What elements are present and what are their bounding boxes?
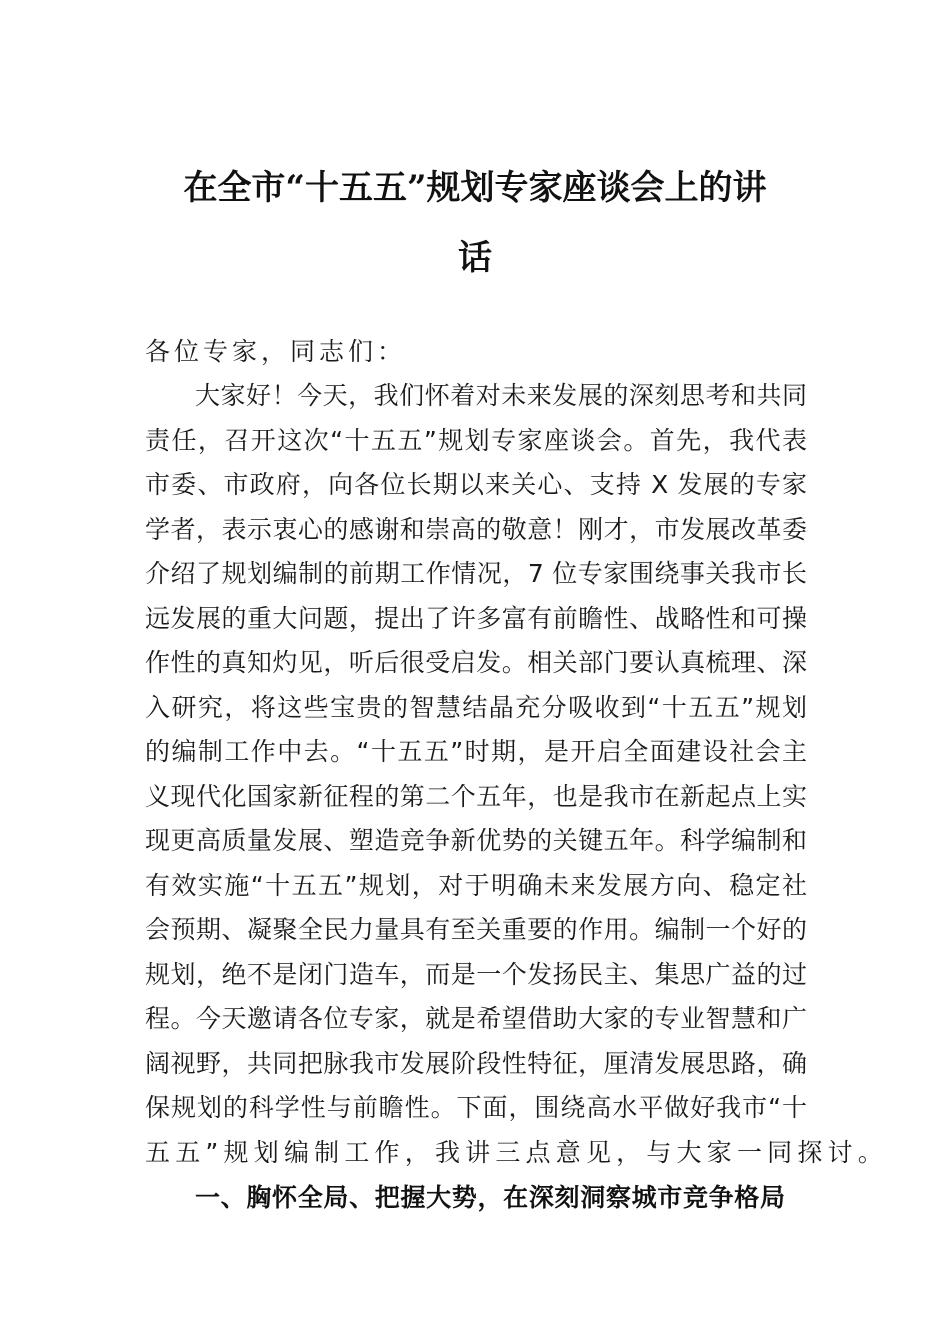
document-title-line-1: 在全市“十五五”规划专家座谈会上的讲 bbox=[183, 168, 767, 208]
body-line: 义现代化国家新征程的第二个五年，也是我市在新起点上实 bbox=[145, 782, 807, 811]
body-line: 规划，绝不是闭门造车，而是一个发扬民主、集思广益的过 bbox=[145, 960, 807, 989]
body-line: 程。今天邀请各位专家，就是希望借助大家的专业智慧和广 bbox=[145, 1004, 807, 1033]
body-line: 会预期、凝聚全民力量具有至关重要的作用。编制一个好的 bbox=[145, 915, 807, 944]
body-line: 阔视野，共同把脉我市发展阶段性特征，厘清发展思路，确 bbox=[145, 1049, 807, 1078]
body-line: 市委、市政府，向各位长期以来关心、支持 X 发展的专家 bbox=[145, 470, 807, 499]
body-line: 现更高质量发展、塑造竞争新优势的关键五年。科学编制和 bbox=[145, 826, 807, 855]
body-line: 保规划的科学性与前瞻性。下面，围绕高水平做好我市“十 bbox=[145, 1093, 807, 1122]
salutation: 各位专家，同志们： bbox=[145, 337, 407, 366]
body-line: 责任，召开这次“十五五”规划专家座谈会。首先，我代表 bbox=[145, 426, 807, 455]
body-line: 学者，表示衷心的感谢和崇高的敬意！刚才，市发展改革委 bbox=[145, 515, 807, 544]
body-line: 入研究，将这些宝贵的智慧结晶充分吸收到“十五五”规划 bbox=[145, 693, 807, 722]
body-line: 的编制工作中去。“十五五”时期，是开启全面建设社会主 bbox=[145, 737, 807, 766]
body-line: 介绍了规划编制的前期工作情况，7 位专家围绕事关我市长 bbox=[145, 559, 807, 588]
body-line: 大家好！今天，我们怀着对未来发展的深刻思考和共同 bbox=[195, 381, 807, 410]
document-title-line-2: 话 bbox=[458, 238, 492, 278]
body-line: 远发展的重大问题，提出了许多富有前瞻性、战略性和可操 bbox=[145, 604, 807, 633]
body-line: 作性的真知灼见，听后很受启发。相关部门要认真梳理、深 bbox=[145, 648, 807, 677]
body-line: 五五”规划编制工作，我讲三点意见，与大家一同探讨。 bbox=[145, 1138, 888, 1167]
body-line: 有效实施“十五五”规划，对于明确未来发展方向、稳定社 bbox=[145, 871, 807, 900]
section-heading: 一、胸怀全局、把握大势，在深刻洞察城市竞争格局 bbox=[195, 1183, 785, 1212]
